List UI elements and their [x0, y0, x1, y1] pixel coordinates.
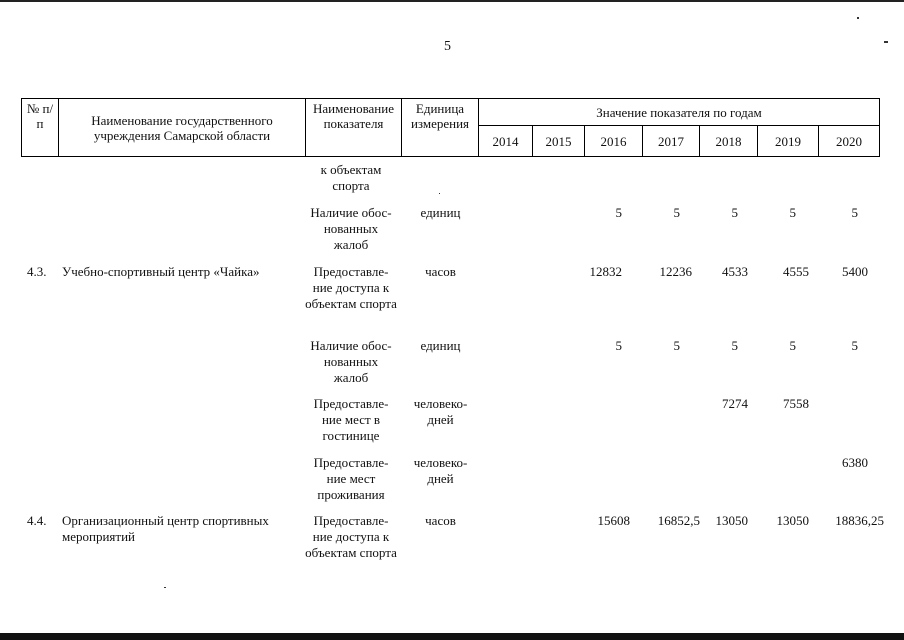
scan-bottom-edge	[0, 633, 904, 640]
indicator-cell: Предоставле-ние доступа к объектам спорта	[305, 264, 397, 311]
value-cell: 15608	[597, 513, 630, 528]
value-cell: 5	[789, 205, 796, 220]
header-unit: Единица измерения	[402, 99, 479, 157]
header-year: 2017	[643, 126, 700, 157]
header-values-by-year: Значение показателя по годам	[479, 99, 880, 126]
value-cell: 4555	[783, 264, 809, 279]
value-cell: 18836,25	[835, 513, 884, 528]
header-year: 2015	[533, 126, 585, 157]
row-number-cell: 4.3.	[27, 264, 47, 279]
indicator-cell: Наличие обос-нованных жалоб	[310, 205, 392, 252]
header-year: 2016	[585, 126, 643, 157]
value-cell: 5	[789, 338, 796, 353]
indicator-cell: Наличие обос-нованных жалоб	[310, 338, 392, 385]
institution-cell: Организационный центр спортивных мероприятий	[62, 513, 269, 544]
page-number: 5	[444, 39, 451, 54]
value-cell: 7274	[722, 396, 748, 411]
value-cell: 5	[615, 338, 622, 353]
header-year: 2018	[700, 126, 758, 157]
value-cell: 12236	[659, 264, 692, 279]
institution-cell: Учебно-спортивный центр «Чайка»	[62, 264, 260, 279]
header-year: 2014	[479, 126, 533, 157]
value-cell: 5	[615, 205, 622, 220]
unit-cell: часов	[425, 513, 456, 528]
unit-cell: единиц	[420, 338, 461, 353]
value-cell: 16852,5	[657, 513, 700, 528]
unit-cell: человеко-дней	[413, 455, 468, 486]
value-cell: 5	[731, 205, 738, 220]
unit-cell: часов	[425, 264, 456, 279]
value-cell: 7558	[783, 396, 809, 411]
value-cell: 5	[673, 205, 680, 220]
value-cell: 5	[851, 338, 858, 353]
indicator-cell: к объектам спорта	[320, 162, 382, 193]
value-cell: 12832	[589, 264, 622, 279]
value-cell: 5	[851, 205, 858, 220]
unit-cell: единиц	[420, 205, 461, 220]
header-year: 2019	[758, 126, 819, 157]
value-cell: 5400	[842, 264, 868, 279]
indicator-cell: Предоставле-ние мест в гостинице	[313, 396, 389, 443]
value-cell: 5	[731, 338, 738, 353]
unit-cell: человеко-дней	[413, 396, 468, 427]
value-cell: 13050	[715, 513, 748, 528]
header-number: № п/п	[22, 99, 59, 157]
value-cell: 4533	[722, 264, 748, 279]
row-number-cell: 4.4.	[27, 513, 47, 528]
indicator-cell: Предоставле-ние доступа к объектам спорта	[305, 513, 397, 560]
value-cell: 6380	[842, 455, 868, 470]
header-indicator: Наименование показателя	[306, 99, 402, 157]
header-institution: Наименование государственного учреждения Самарской области	[59, 99, 306, 157]
value-cell: 13050	[776, 513, 809, 528]
header-year: 2020	[819, 126, 880, 157]
indicator-cell: Предоставле-ние мест проживания	[313, 455, 389, 502]
value-cell: 5	[673, 338, 680, 353]
